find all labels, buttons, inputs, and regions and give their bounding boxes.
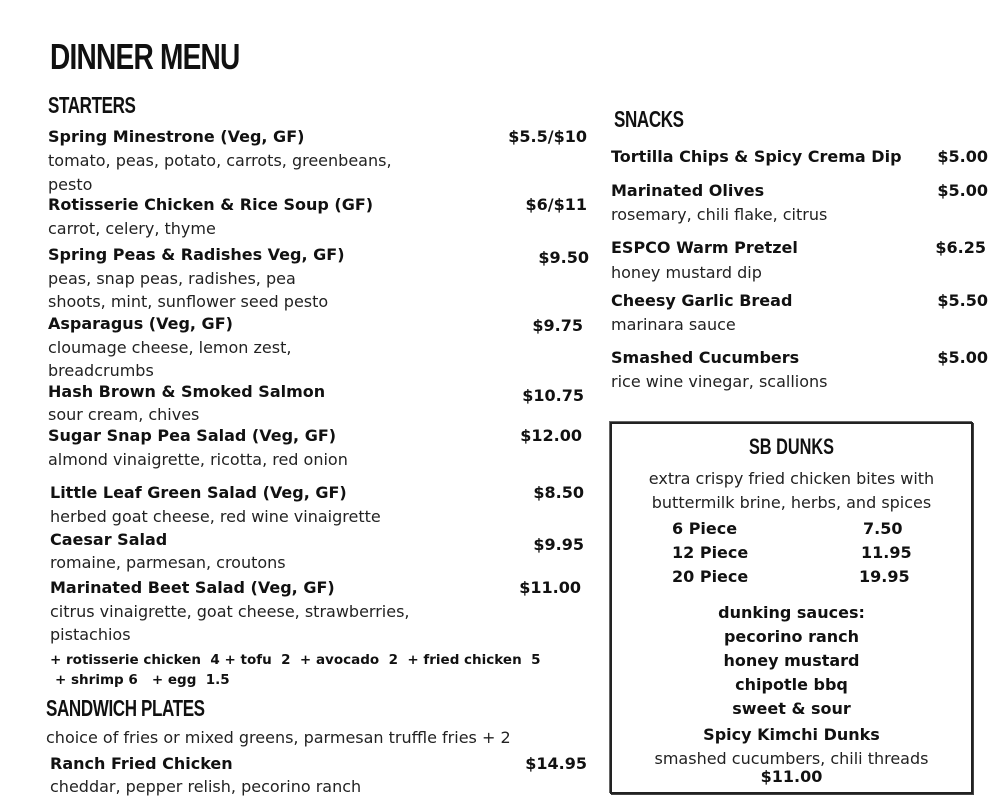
dunks-size-price: 19.95 <box>859 567 910 586</box>
menu-item-desc: shoots, mint, sunflower seed pesto <box>48 292 329 311</box>
menu-item-desc: peas, snap peas, radishes, pea <box>48 269 296 288</box>
snacks-heading: SNACKS <box>614 106 684 132</box>
menu-item-desc: cheddar, pepper relish, pecorino ranch <box>50 777 362 796</box>
starters-heading: STARTERS <box>48 92 136 118</box>
menu-item-price: $10.75 <box>522 386 584 405</box>
menu-item-desc: tomato, peas, potato, carrots, greenbeans, <box>48 151 392 170</box>
menu-item-price: $5.5/$10 <box>508 127 587 146</box>
menu-item-desc: carrot, celery, thyme <box>48 219 216 238</box>
sauce-item: sweet & sour <box>732 699 851 718</box>
sauce-item: chipotle bbq <box>735 675 848 694</box>
menu-item-price: $11.00 <box>519 578 581 597</box>
menu-item-desc: marinara sauce <box>611 315 736 334</box>
sandwich-note: choice of fries or mixed greens, parmesan truffle fries + 2 <box>46 728 511 747</box>
dunks-size-price: 7.50 <box>863 519 903 538</box>
sb-dunks-box <box>610 422 973 794</box>
menu-item-price: $8.50 <box>533 483 584 502</box>
menu-item-name: Spring Minestrone (Veg, GF) <box>48 127 305 146</box>
special-price: $11.00 <box>760 767 823 786</box>
menu-item-name: Hash Brown & Smoked Salmon <box>48 382 326 401</box>
dunks-size-label: 20 Piece <box>672 567 749 586</box>
menu-item-desc: herbed goat cheese, red wine vinaigrette <box>50 507 381 526</box>
menu-item-desc: pistachios <box>50 625 131 644</box>
dunks-desc: buttermilk brine, herbs, and spices <box>651 493 932 512</box>
menu-item-price: $9.95 <box>533 535 584 554</box>
menu-item-name: Marinated Beet Salad (Veg, GF) <box>50 578 335 597</box>
menu-item-name: Marinated Olives <box>611 181 765 200</box>
sandwich-heading: SANDWICH PLATES <box>46 695 205 721</box>
menu-item-price: $6/$11 <box>525 195 587 214</box>
menu-item-desc: honey mustard dip <box>611 263 762 282</box>
dunks-size-price: 11.95 <box>861 543 912 562</box>
menu-item-desc: rice wine vinegar, scallions <box>611 372 828 391</box>
page-title: DINNER MENU <box>50 36 240 77</box>
menu-item-name: Cheesy Garlic Bread <box>611 291 793 310</box>
menu-item-price: $5.50 <box>937 291 988 310</box>
dunking-sauces-heading: dunking sauces: <box>718 603 865 622</box>
menu-item-price: $9.50 <box>538 248 589 267</box>
menu-item-name: Spring Peas & Radishes Veg, GF) <box>48 245 345 264</box>
menu-item-name: Ranch Fried Chicken <box>50 754 233 773</box>
menu-item-name: Tortilla Chips & Spicy Crema Dip <box>611 147 902 166</box>
dunks-desc: extra crispy fried chicken bites with <box>648 469 935 488</box>
menu-item-desc: cloumage cheese, lemon zest, <box>48 338 292 357</box>
sauce-item: honey mustard <box>723 651 860 670</box>
menu-item-price: $5.00 <box>937 147 988 166</box>
menu-item-desc: rosemary, chili flake, citrus <box>611 205 828 224</box>
menu-item-desc: sour cream, chives <box>48 405 200 424</box>
menu-item-price: $6.25 <box>935 238 986 257</box>
addons-line: + shrimp 6 + egg 1.5 <box>55 672 230 688</box>
menu-item-name: Rotisserie Chicken & Rice Soup (GF) <box>48 195 374 214</box>
special-name: Spicy Kimchi Dunks <box>703 725 880 744</box>
sb-dunks-heading: SB DUNKS <box>748 434 835 459</box>
menu-item-price: $5.00 <box>937 348 988 367</box>
menu-item-name: Caesar Salad <box>50 530 168 549</box>
dunks-size-label: 6 Piece <box>672 519 738 538</box>
menu-item-price: $12.00 <box>520 426 582 445</box>
sauce-item: pecorino ranch <box>723 627 860 646</box>
menu-item-name: Little Leaf Green Salad (Veg, GF) <box>50 483 347 502</box>
menu-item-name: Asparagus (Veg, GF) <box>48 314 233 333</box>
menu-item-desc: almond vinaigrette, ricotta, red onion <box>48 450 348 469</box>
menu-item-price: $5.00 <box>937 181 988 200</box>
menu-item-name: Smashed Cucumbers <box>611 348 800 367</box>
menu-item-desc: breadcrumbs <box>48 361 154 380</box>
menu-item-price: $14.95 <box>525 754 587 773</box>
menu-item-name: ESPCO Warm Pretzel <box>611 238 798 257</box>
menu-item-desc: citrus vinaigrette, goat cheese, strawberries, <box>50 602 410 621</box>
addons-line: + rotisserie chicken 4 + tofu 2 + avocado 2 + fried chicken 5 <box>50 652 541 668</box>
menu-item-name: Sugar Snap Pea Salad (Veg, GF) <box>48 426 337 445</box>
menu-item-price: $9.75 <box>532 316 583 335</box>
special-desc: smashed cucumbers, chili threads <box>654 749 929 768</box>
dunks-size-label: 12 Piece <box>672 543 749 562</box>
menu-item-desc: romaine, parmesan, croutons <box>50 553 286 572</box>
menu-item-desc: pesto <box>48 175 93 194</box>
